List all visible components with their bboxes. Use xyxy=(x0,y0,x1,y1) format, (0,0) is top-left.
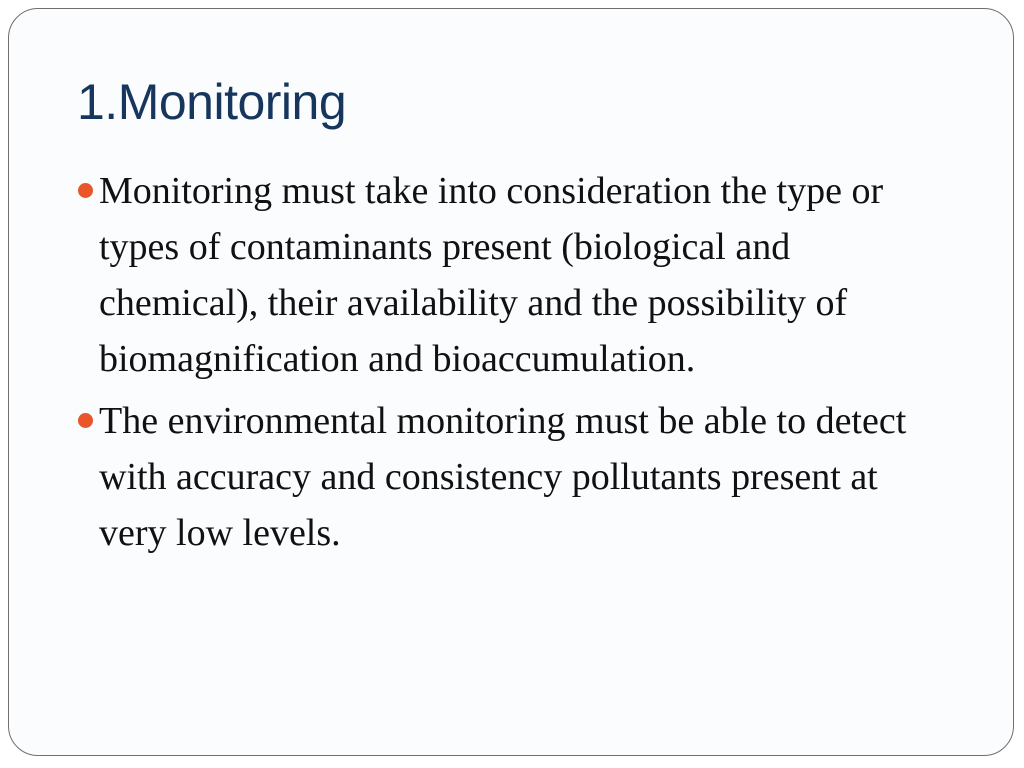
bullet-dot-icon xyxy=(78,183,93,198)
bullet-text: Monitoring must take into consideration the type or types of contaminants present (biological and chemical), their availability and the possibility of biomagnification and bioaccumulation. xyxy=(99,170,884,380)
slide-title: 1.Monitoring xyxy=(77,74,347,130)
slide-frame xyxy=(8,8,1014,756)
bullet-item xyxy=(77,393,907,561)
bullet-item xyxy=(77,163,907,387)
bullet-dot-icon xyxy=(78,413,93,428)
bullet-list xyxy=(77,163,907,567)
bullet-text: The environmental monitoring must be able to detect with accuracy and consistency pollutants present at very low levels. xyxy=(99,400,907,554)
